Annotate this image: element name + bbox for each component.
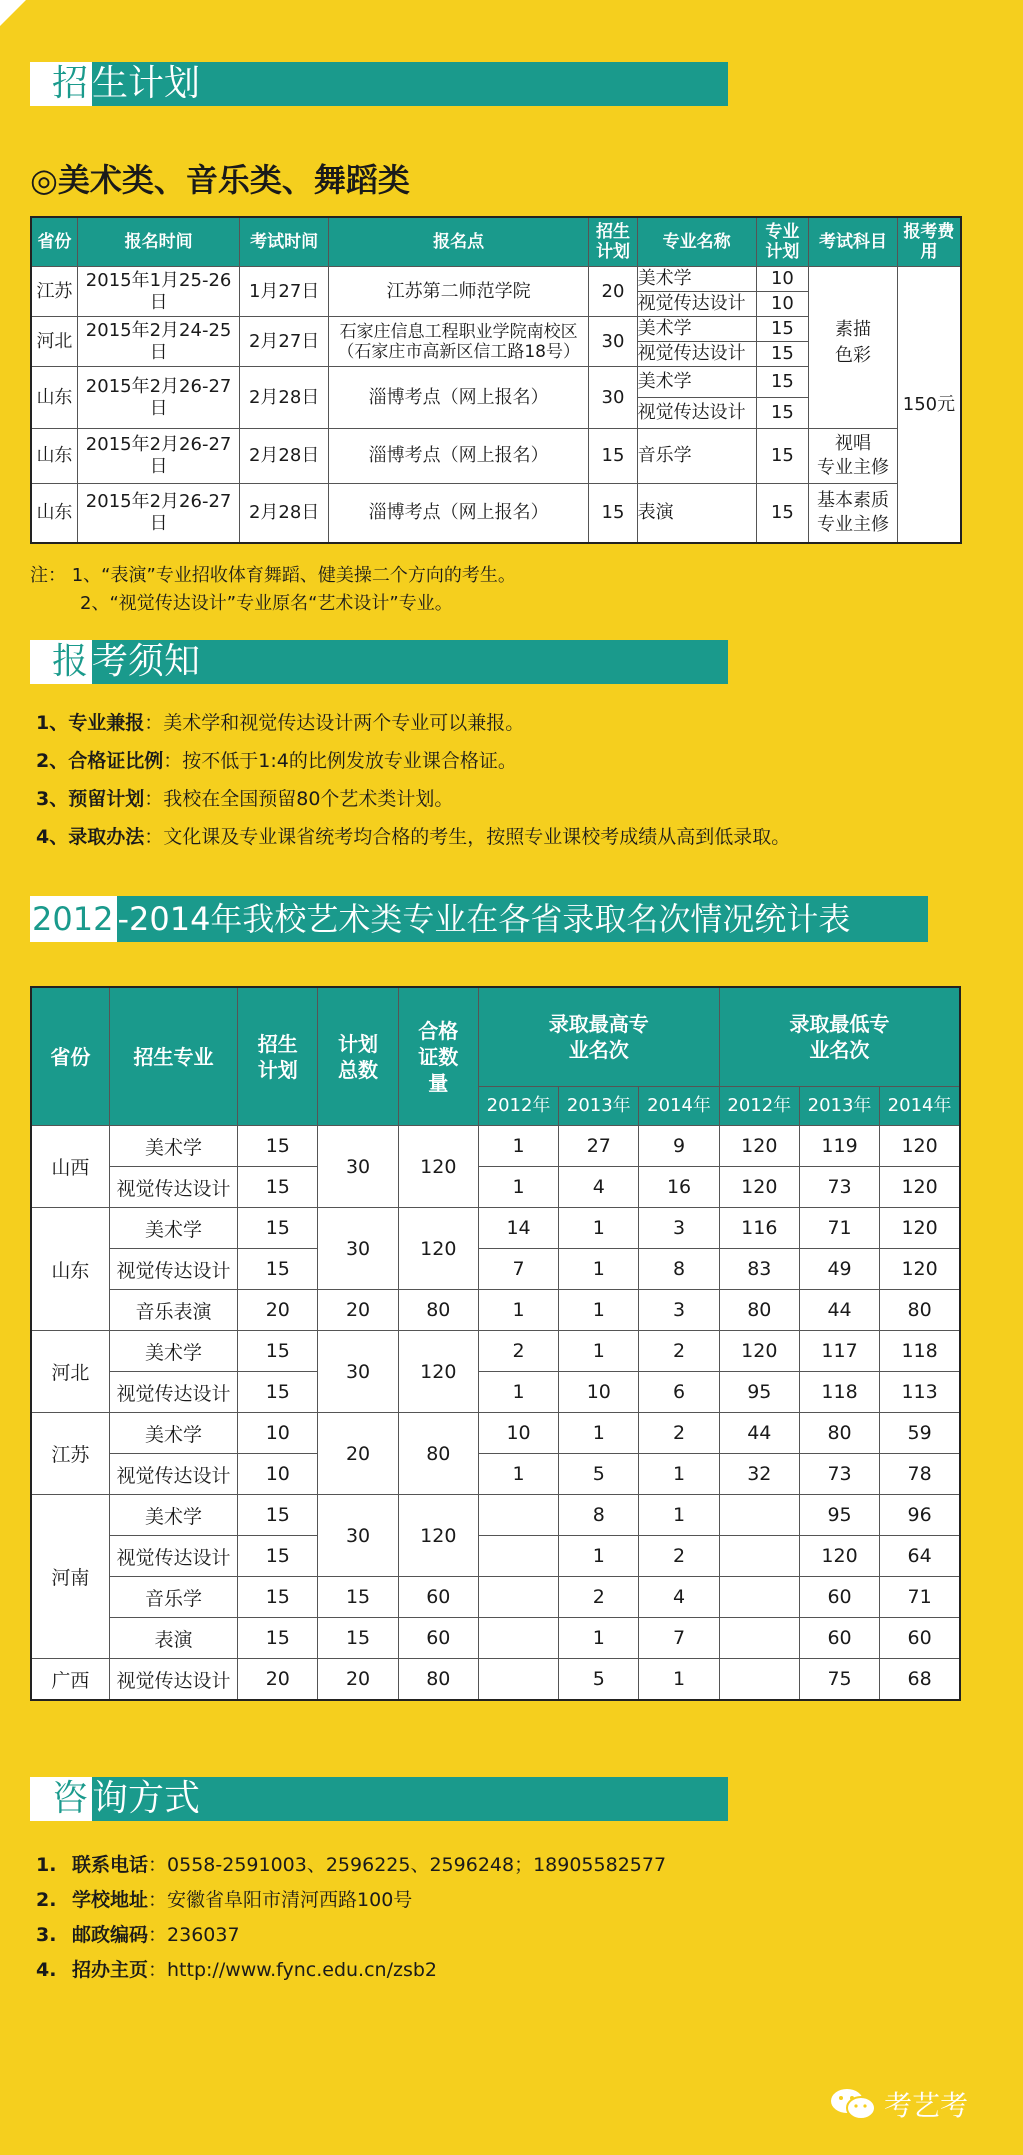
high-rank-cell: 2: [639, 1331, 719, 1372]
application-rules: [36, 704, 790, 856]
high-rank-cell: 27: [559, 1126, 639, 1167]
major-cell: 美术学: [109, 1413, 237, 1454]
plan-cell: 20: [589, 267, 637, 317]
site-cell: 淄博考点（网上报名）: [329, 484, 589, 544]
low-rank-cell: 80: [880, 1290, 960, 1331]
high-rank-cell: 10: [559, 1372, 639, 1413]
major-cell: 视觉传达设计: [109, 1659, 237, 1701]
header-cell: 省份: [31, 987, 109, 1126]
province-cell: 山东: [31, 429, 77, 484]
rule-item: 3、预留计划：我校在全国预留80个艺术类计划。: [36, 788, 454, 810]
header-cell: 专业名称: [637, 217, 756, 267]
banner-title: 生计划: [92, 63, 201, 104]
low-rank-cell: [719, 1618, 799, 1659]
high-rank-cell: 1: [559, 1249, 639, 1290]
province-cell: 广西: [31, 1659, 109, 1701]
major-cell: 视觉传达设计: [109, 1167, 237, 1208]
major-cell: 美术学: [637, 367, 756, 398]
plan-cell: 15: [238, 1208, 318, 1249]
low-rank-cell: 96: [880, 1495, 960, 1536]
total-cell: 20: [318, 1290, 398, 1331]
plan-cell: 10: [238, 1413, 318, 1454]
high-rank-cell: 1: [478, 1290, 558, 1331]
low-rank-cell: 44: [719, 1413, 799, 1454]
major-plan-cell: 10: [756, 292, 808, 317]
low-rank-cell: 120: [880, 1249, 960, 1290]
subject-line: 专业主修: [817, 457, 889, 478]
low-rank-cell: 120: [719, 1331, 799, 1372]
high-rank-cell: 3: [639, 1290, 719, 1331]
major-cell: 视觉传达设计: [109, 1536, 237, 1577]
low-rank-cell: 95: [799, 1495, 879, 1536]
plan-cell: 10: [238, 1454, 318, 1495]
site-cell: [329, 317, 589, 367]
high-rank-cell: 1: [478, 1126, 558, 1167]
header-cell: 省份: [31, 217, 77, 267]
section-banner-contact: [30, 1777, 728, 1821]
site-cell: 淄博考点（网上报名）: [329, 429, 589, 484]
high-rank-cell: 4: [559, 1167, 639, 1208]
high-rank-cell: 1: [639, 1495, 719, 1536]
high-rank-cell: 1: [559, 1331, 639, 1372]
plan-cell: 15: [589, 484, 637, 544]
province-cell: 河北: [31, 1331, 109, 1413]
plan-cell: 15: [238, 1577, 318, 1618]
total-cell: 30: [318, 1331, 398, 1413]
high-rank-cell: 10: [478, 1413, 558, 1454]
exam-time-cell: 2月27日: [240, 317, 329, 367]
banner-highlight: 报: [30, 640, 92, 684]
major-cell: 视觉传达设计: [109, 1249, 237, 1290]
contact-info: [36, 1848, 666, 1988]
high-rank-cell: 1: [639, 1454, 719, 1495]
table-row: [31, 1659, 960, 1701]
high-rank-cell: 1: [639, 1659, 719, 1701]
cert-cell: 120: [398, 1331, 478, 1413]
cert-cell: 80: [398, 1659, 478, 1701]
high-rank-cell: 1: [559, 1618, 639, 1659]
low-rank-cell: 32: [719, 1454, 799, 1495]
low-rank-cell: 64: [880, 1536, 960, 1577]
fee-cell: 150元: [897, 267, 961, 544]
note-line: 2、“视觉传达设计”专业原名“艺术设计”专业。: [80, 593, 453, 614]
plan-cell: 15: [238, 1372, 318, 1413]
low-rank-cell: 95: [719, 1372, 799, 1413]
table-row: [31, 1290, 960, 1331]
high-rank-cell: 9: [639, 1126, 719, 1167]
high-rank-cell: 7: [639, 1618, 719, 1659]
high-rank-cell: 3: [639, 1208, 719, 1249]
high-rank-cell: 1: [559, 1208, 639, 1249]
header-cell: 招生计划: [589, 217, 637, 267]
wechat-icon: [830, 2087, 876, 2121]
total-cell: 30: [318, 1495, 398, 1577]
high-rank-cell: [478, 1659, 558, 1701]
table-row: [31, 1249, 960, 1290]
header-cell: 报名点: [329, 217, 589, 267]
header-cell: 报名时间: [77, 217, 239, 267]
plan-cell: 15: [238, 1618, 318, 1659]
cert-cell: 60: [398, 1618, 478, 1659]
high-rank-cell: 1: [478, 1454, 558, 1495]
table-row: [31, 1372, 960, 1413]
major-cell: 表演: [109, 1618, 237, 1659]
header-cell: 合格证数量: [398, 987, 478, 1126]
low-rank-cell: 75: [799, 1659, 879, 1701]
high-rank-cell: 14: [478, 1208, 558, 1249]
major-cell: 美术学: [109, 1495, 237, 1536]
rule-item: 2、合格证比例：按不低于1:4的比例发放专业课合格证。: [36, 750, 517, 772]
contact-address: 2. 学校地址：安徽省阜阳市清河西路100号: [36, 1889, 413, 1911]
table-notes: [30, 562, 516, 618]
low-rank-cell: 44: [799, 1290, 879, 1331]
low-rank-cell: 73: [799, 1454, 879, 1495]
high-rank-cell: 2: [639, 1536, 719, 1577]
low-rank-cell: [719, 1495, 799, 1536]
major-cell: 视觉传达设计: [637, 292, 756, 317]
low-rank-cell: 120: [719, 1167, 799, 1208]
banner-highlight: 招: [30, 62, 92, 106]
low-rank-cell: 120: [880, 1167, 960, 1208]
low-rank-cell: [719, 1659, 799, 1701]
province-cell: 山东: [31, 1208, 109, 1331]
high-rank-cell: 5: [559, 1454, 639, 1495]
high-rank-cell: 5: [559, 1659, 639, 1701]
banner-title: -2014年我校艺术类专业在各省录取名次情况统计表: [117, 900, 851, 938]
province-cell: 河北: [31, 317, 77, 367]
high-rank-cell: [478, 1536, 558, 1577]
banner-title: 考须知: [92, 641, 201, 682]
major-plan-cell: 10: [756, 267, 808, 292]
major-cell: 视觉传达设计: [109, 1372, 237, 1413]
table-row: [31, 484, 961, 544]
cert-cell: 80: [398, 1413, 478, 1495]
major-cell: 美术学: [637, 317, 756, 342]
table-row: [31, 1495, 960, 1536]
low-rank-cell: [719, 1577, 799, 1618]
major-cell: 视觉传达设计: [109, 1454, 237, 1495]
exam-time-cell: 1月27日: [240, 267, 329, 317]
year-cell: 2014年: [639, 1087, 719, 1126]
major-plan-cell: 15: [756, 342, 808, 367]
total-cell: 20: [318, 1413, 398, 1495]
high-rank-cell: 1: [559, 1413, 639, 1454]
plan-cell: 30: [589, 367, 637, 429]
cert-cell: 120: [398, 1208, 478, 1290]
header-cell: 专业计划: [756, 217, 808, 267]
low-rank-cell: 60: [880, 1618, 960, 1659]
high-rank-cell: 7: [478, 1249, 558, 1290]
exam-time-cell: 2月28日: [240, 429, 329, 484]
banner-highlight: 2012: [30, 896, 117, 942]
low-rank-cell: 49: [799, 1249, 879, 1290]
low-rank-cell: 59: [880, 1413, 960, 1454]
major-cell: 美术学: [109, 1331, 237, 1372]
high-rank-cell: [478, 1577, 558, 1618]
plan-cell: 15: [238, 1249, 318, 1290]
low-rank-cell: 73: [799, 1167, 879, 1208]
reg-time-cell: 2015年2月26-27日: [77, 429, 239, 484]
low-rank-cell: 83: [719, 1249, 799, 1290]
low-rank-cell: 60: [799, 1577, 879, 1618]
subject-line: 基本素质: [817, 490, 889, 511]
contact-phone: 1. 联系电话：0558-2591003、2596225、2596248；18905582577: [36, 1854, 667, 1876]
high-rank-cell: 1: [559, 1536, 639, 1577]
high-rank-cell: 2: [478, 1331, 558, 1372]
year-cell: 2012年: [478, 1087, 558, 1126]
plan-cell: 30: [589, 317, 637, 367]
header-cell: 招生计划: [238, 987, 318, 1126]
major-cell: 音乐学: [109, 1577, 237, 1618]
total-cell: 30: [318, 1208, 398, 1290]
major-cell: 视觉传达设计: [637, 398, 756, 429]
low-rank-cell: 117: [799, 1331, 879, 1372]
total-cell: 30: [318, 1126, 398, 1208]
major-plan-cell: 15: [756, 317, 808, 342]
total-cell: 15: [318, 1618, 398, 1659]
subject-line: 色彩: [835, 345, 871, 366]
plan-cell: 20: [238, 1659, 318, 1701]
note-line: 注： 1、“表演”专业招收体育舞蹈、健美操二个方向的考生。: [30, 565, 516, 586]
high-rank-cell: 6: [639, 1372, 719, 1413]
low-rank-cell: 78: [880, 1454, 960, 1495]
plan-cell: 15: [238, 1167, 318, 1208]
total-cell: 15: [318, 1577, 398, 1618]
high-rank-cell: 1: [478, 1372, 558, 1413]
cert-cell: 120: [398, 1126, 478, 1208]
table-row: [31, 1331, 960, 1372]
category-subheading: ◎美术类、音乐类、舞蹈类: [30, 161, 410, 199]
year-cell: 2012年: [719, 1087, 799, 1126]
low-rank-cell: 80: [719, 1290, 799, 1331]
low-rank-cell: 120: [880, 1126, 960, 1167]
year-cell: 2013年: [799, 1087, 879, 1126]
table-row: [31, 429, 961, 484]
section-banner-notice: [30, 640, 728, 684]
major-cell: 美术学: [109, 1126, 237, 1167]
province-cell: 山东: [31, 367, 77, 429]
contact-postcode: 3. 邮政编码：236037: [36, 1924, 240, 1946]
year-cell: 2013年: [559, 1087, 639, 1126]
province-cell: 江苏: [31, 267, 77, 317]
site-line: （石家庄市高新区信工路18号）: [337, 341, 580, 362]
section-banner-ranking: [30, 896, 928, 942]
low-rank-cell: 60: [799, 1618, 879, 1659]
table-header-row: [31, 217, 961, 267]
high-rank-cell: [478, 1495, 558, 1536]
province-cell: 江苏: [31, 1413, 109, 1495]
exam-subject-cell: [809, 484, 898, 544]
high-rank-cell: 1: [478, 1167, 558, 1208]
enrollment-plan-table: [30, 216, 962, 544]
high-rank-cell: 2: [639, 1413, 719, 1454]
low-rank-cell: 120: [799, 1536, 879, 1577]
high-rank-cell: [478, 1618, 558, 1659]
low-rank-cell: 116: [719, 1208, 799, 1249]
header-cell: 录取最高专业名次: [478, 987, 719, 1087]
plan-cell: 15: [238, 1331, 318, 1372]
cert-cell: 120: [398, 1495, 478, 1577]
admission-ranking-table: [30, 986, 961, 1701]
low-rank-cell: 68: [880, 1659, 960, 1701]
high-rank-cell: 4: [639, 1577, 719, 1618]
section-banner-plan: [30, 62, 728, 106]
plan-cell: 15: [589, 429, 637, 484]
table-header-row: [31, 987, 960, 1087]
province-cell: 山东: [31, 484, 77, 544]
major-plan-cell: 15: [756, 429, 808, 484]
table-row: [31, 1208, 960, 1249]
table-row: [31, 1413, 960, 1454]
major-plan-cell: 15: [756, 367, 808, 398]
rule-item: 4、录取办法：文化课及专业课省统考均合格的考生，按照专业课校考成绩从高到低录取。: [36, 826, 791, 848]
header-cell: 考试科目: [809, 217, 898, 267]
reg-time-cell: 2015年2月24-25日: [77, 317, 239, 367]
low-rank-cell: 80: [799, 1413, 879, 1454]
table-row: [31, 1126, 960, 1167]
header-cell: 计划总数: [318, 987, 398, 1126]
major-cell: 音乐表演: [109, 1290, 237, 1331]
low-rank-cell: 71: [880, 1577, 960, 1618]
high-rank-cell: 16: [639, 1167, 719, 1208]
low-rank-cell: 120: [719, 1126, 799, 1167]
low-rank-cell: 118: [880, 1331, 960, 1372]
cert-cell: 80: [398, 1290, 478, 1331]
exam-time-cell: 2月28日: [240, 367, 329, 429]
header-cell: 录取最低专业名次: [719, 987, 960, 1087]
low-rank-cell: 71: [799, 1208, 879, 1249]
site-line: 石家庄信息工程职业学院南校区: [339, 321, 578, 342]
high-rank-cell: 8: [559, 1495, 639, 1536]
site-cell: 江苏第二师范学院: [329, 267, 589, 317]
major-cell: 表演: [637, 484, 756, 544]
header-cell: 考试时间: [240, 217, 329, 267]
low-rank-cell: 113: [880, 1372, 960, 1413]
major-cell: 美术学: [637, 267, 756, 292]
reg-time-cell: 2015年1月25-26日: [77, 267, 239, 317]
high-rank-cell: 2: [559, 1577, 639, 1618]
exam-subject-cell: [809, 267, 898, 429]
table-row: [31, 267, 961, 292]
major-cell: 视觉传达设计: [637, 342, 756, 367]
table-row: [31, 1454, 960, 1495]
high-rank-cell: 8: [639, 1249, 719, 1290]
subject-line: 视唱: [835, 433, 871, 454]
exam-time-cell: 2月28日: [240, 484, 329, 544]
subject-line: 专业主修: [817, 514, 889, 535]
table-row: [31, 1167, 960, 1208]
major-plan-cell: 15: [756, 398, 808, 429]
rule-item: 1、专业兼报：美术学和视觉传达设计两个专业可以兼报。: [36, 712, 525, 734]
plan-cell: 15: [238, 1126, 318, 1167]
year-cell: 2014年: [880, 1087, 960, 1126]
corner-decoration: [0, 0, 26, 26]
banner-highlight: 咨: [30, 1777, 92, 1821]
low-rank-cell: 118: [799, 1372, 879, 1413]
major-plan-cell: 15: [756, 484, 808, 544]
table-row: [31, 1618, 960, 1659]
watermark: [830, 2084, 968, 2124]
subject-line: 素描: [835, 319, 871, 340]
exam-subject-cell: [809, 429, 898, 484]
header-cell: 招生专业: [109, 987, 237, 1126]
plan-cell: 20: [238, 1290, 318, 1331]
plan-cell: 15: [238, 1495, 318, 1536]
low-rank-cell: 119: [799, 1126, 879, 1167]
low-rank-cell: 120: [880, 1208, 960, 1249]
contact-homepage[interactable]: 4. 招办主页：http://www.fync.edu.cn/zsb2: [36, 1959, 438, 1981]
low-rank-cell: [719, 1536, 799, 1577]
table-row: [31, 1577, 960, 1618]
reg-time-cell: 2015年2月26-27日: [77, 367, 239, 429]
header-cell: 报考费用: [897, 217, 961, 267]
province-cell: 河南: [31, 1495, 109, 1659]
major-cell: 美术学: [109, 1208, 237, 1249]
site-cell: 淄博考点（网上报名）: [329, 367, 589, 429]
province-cell: 山西: [31, 1126, 109, 1208]
reg-time-cell: 2015年2月26-27日: [77, 484, 239, 544]
cert-cell: 60: [398, 1577, 478, 1618]
table-row: [31, 1536, 960, 1577]
total-cell: 20: [318, 1659, 398, 1701]
watermark-text: 考艺考: [884, 2089, 969, 2122]
major-cell: 音乐学: [637, 429, 756, 484]
plan-cell: 15: [238, 1536, 318, 1577]
banner-title: 询方式: [92, 1778, 201, 1819]
high-rank-cell: 1: [559, 1290, 639, 1331]
